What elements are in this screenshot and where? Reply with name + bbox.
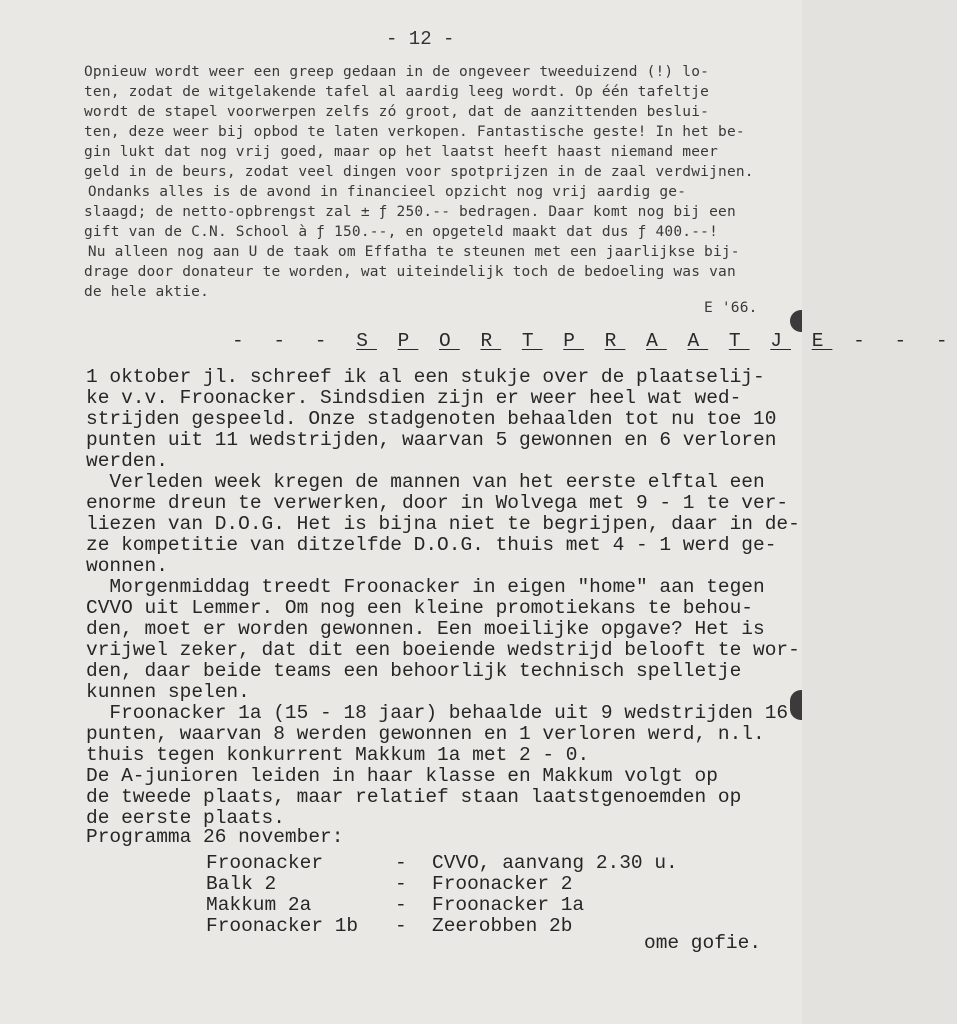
punch-hole-mark [790,310,802,332]
text-line: den, moet er worden gewonnen. Een moeilijke opgave? Het is [86,618,765,640]
match-away: Froonacker 1a [432,894,585,916]
heading-letter: J [770,330,791,352]
match-separator: - [395,894,407,916]
text-line: slaagd; de netto-opbrengst zal ± ƒ 250.-- bedragen. Daar komt nog bij een [84,204,736,220]
text-line: Verleden week kregen de mannen van het eerste elftal een [86,471,765,493]
text-line: gift van de C.N. School à ƒ 150.--, en opgeteld maakt dat dus ƒ 400.--! [84,224,719,240]
text-line: Froonacker 1a (15 - 18 jaar) behaalde uit 9 wedstrijden 16 [86,702,789,724]
text-line: den, daar beide teams een behoorlijk technisch spelletje [86,660,742,682]
heading-dashes-left: - - - [232,330,357,352]
match-away: Froonacker 2 [432,873,573,895]
text-line: wonnen. [86,555,168,577]
heading-letter: A [646,330,667,352]
text-line: geld in de beurs, zodat veel dingen voor spotprijzen in de zaal verdwijnen. [84,164,754,180]
text-line: CVVO uit Lemmer. Om nog een kleine promotiekans te behou- [86,597,754,619]
text-line: Ondanks alles is de avond in financieel opzicht nog vrij aardig ge- [70,184,687,200]
text-line: Morgenmiddag treedt Froonacker in eigen "home" aan tegen [86,576,765,598]
match-separator: - [395,915,407,937]
heading-letter: R [480,330,502,352]
text-line: Nu alleen nog aan U de taak om Effatha te steunen met een jaarlijkse bij- [70,244,740,260]
text-line: ke v.v. Froonacker. Sindsdien zijn er weer heel wat wed- [86,387,742,409]
punch-hole-mark [790,690,802,720]
match-home: Balk 2 [206,873,277,895]
page-number: - 12 - [386,28,455,50]
article-signature: ome gofie. [644,932,762,954]
text-line: gin lukt dat nog vrij goed, maar op het laatst heeft haast niemand meer [84,144,719,160]
text-line: 1 oktober jl. schreef ik al een stukje over de plaatselij- [86,366,765,388]
heading-letter: P [397,330,419,352]
heading-dashes-right: - - - [832,330,957,352]
text-line: punten uit 11 wedstrijden, waarvan 5 gewonnen en 6 verloren [86,429,777,451]
section-heading [232,330,957,352]
text-line: punten, waarvan 8 werden gewonnen en 1 verloren werd, n.l. [86,723,765,745]
text-line: kunnen spelen. [86,681,250,703]
intro-signature: E '66. [704,300,758,316]
match-away: CVVO, aanvang 2.30 u. [432,852,678,874]
text-line: strijden gespeeld. Onze stadgenoten behaalden tot nu toe 10 [86,408,777,430]
text-line: thuis tegen konkurrent Makkum 1a met 2 - 0. [86,744,590,766]
heading-letter: E [811,330,833,352]
heading-letter: P [563,330,584,352]
heading-letter: R [604,330,626,352]
text-line: de hele aktie. [84,284,210,300]
text-line: de eerste plaats. [86,807,285,829]
match-home: Froonacker [206,852,324,874]
text-line: de tweede plaats, maar relatief staan laatstgenoemden op [86,786,742,808]
heading-letter: O [439,330,460,352]
match-separator: - [395,873,407,895]
text-line: wordt de stapel voorwerpen zelfs zó groot, dat de aanzittenden beslui- [84,104,710,120]
text-line: ze kompetitie van ditzelfde D.O.G. thuis met 4 - 1 werd ge- [86,534,777,556]
text-line: De A-junioren leiden in haar klasse en Makkum volgt op [86,765,718,787]
text-line: vrijwel zeker, dat dit een boeiende wedstrijd belooft te wor- [86,639,800,661]
match-separator: - [395,852,407,874]
heading-letter: T [728,330,750,352]
text-line: liezen van D.O.G. Het is bijna niet te begrijpen, daar in de- [86,513,800,535]
heading-letter: A [687,330,709,352]
text-line: drage door donateur te worden, wat uiteindelijk toch de bedoeling was van [84,264,736,280]
programme-title: Programma 26 november: [86,826,344,848]
match-home: Makkum 2a [206,894,312,916]
text-line: enorme dreun te verwerken, door in Wolvega met 9 - 1 te ver- [86,492,789,514]
match-home: Froonacker 1b [206,915,359,937]
match-away: Zeerobben 2b [432,915,573,937]
text-line: werden. [86,450,168,472]
text-line: Opnieuw wordt weer een greep gedaan in de ongeveer tweeduizend (!) lo- [84,64,710,80]
text-line: ten, zodat de witgelakende tafel al aardig leeg wordt. Op één tafeltje [84,84,710,100]
text-line: ten, deze weer bij opbod te laten verkopen. Fantastische geste! In het be- [84,124,745,140]
heading-letter: T [521,330,543,352]
heading-letter: S [356,330,377,352]
